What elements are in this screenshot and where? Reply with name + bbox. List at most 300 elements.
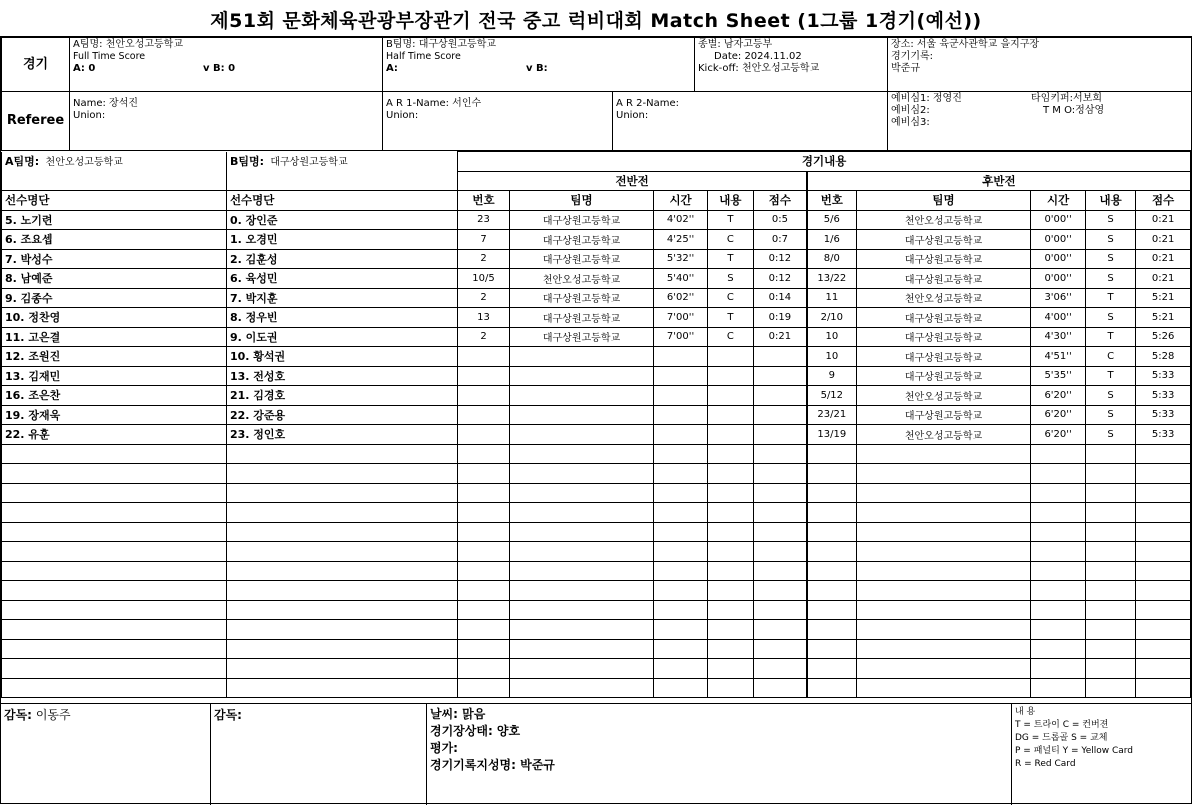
b-player: [226, 659, 457, 679]
second-half-cell: [1085, 620, 1135, 640]
second-half-cell: [1031, 678, 1086, 698]
game-label: 경기: [2, 38, 70, 92]
second-half-cell: 0:21: [1136, 230, 1191, 250]
second-half-cell: S: [1085, 269, 1135, 289]
second-half-cell: 4'51'': [1031, 347, 1086, 367]
second-half-cell: [1031, 464, 1086, 484]
table-row: [2, 639, 1191, 659]
second-half-cell: [807, 639, 856, 659]
second-half-cell: 2/10: [807, 308, 856, 328]
second-half-cell: [1085, 678, 1135, 698]
first-half-cell: [458, 386, 509, 406]
second-half-cell: 0:21: [1136, 249, 1191, 269]
first-half-cell: [458, 425, 509, 445]
b-player: 0. 장인준: [226, 210, 457, 230]
second-half-cell: [1085, 600, 1135, 620]
first-half-cell: [707, 464, 753, 484]
first-half-cell: [753, 444, 807, 464]
tmo: T M O:정삼영: [1043, 105, 1105, 116]
match-notes: [427, 704, 1012, 805]
table-row: [2, 425, 1191, 445]
team-a: A팀명: 천안오성고등학교: [73, 39, 183, 50]
first-half-cell: T: [707, 210, 753, 230]
table-row: [2, 230, 1191, 250]
b-player: [226, 542, 457, 562]
second-half-cell: [1085, 444, 1135, 464]
second-half-cell: [1136, 464, 1191, 484]
first-half-cell: 대구상원고등학교: [509, 288, 654, 308]
second-half-cell: 5:33: [1136, 425, 1191, 445]
record-writer: 경기기록지성명: 박준규: [430, 758, 555, 772]
second-half-cell: [1085, 522, 1135, 542]
second-half-cell: [1136, 483, 1191, 503]
second-half-cell: 대구상원고등학교: [856, 327, 1031, 347]
category-cell: [695, 38, 888, 92]
ar2-cell: [613, 92, 888, 151]
half-time-score-b: v B:: [526, 63, 548, 74]
second-half-cell: 0'00'': [1031, 210, 1086, 230]
second-half-cell: [856, 581, 1031, 601]
second-half-cell: [856, 542, 1031, 562]
blank-cell: [2, 171, 227, 191]
evaluation: 평가:: [430, 741, 458, 755]
second-half-cell: [807, 620, 856, 640]
second-half-cell: 10: [807, 347, 856, 367]
column-header: 팀명: [856, 191, 1031, 211]
second-half-cell: 5:33: [1136, 386, 1191, 406]
b-player: [226, 639, 457, 659]
first-half-cell: [509, 522, 654, 542]
second-half-cell: [856, 561, 1031, 581]
second-half-cell: 천안오성고등학교: [856, 386, 1031, 406]
second-half-cell: [856, 620, 1031, 640]
first-half-cell: [509, 542, 654, 562]
second-half-cell: [1136, 503, 1191, 523]
lineup-header-row: [2, 152, 1191, 172]
second-half-cell: S: [1085, 425, 1135, 445]
a-player: [2, 483, 227, 503]
first-half-cell: [707, 425, 753, 445]
b-player: [226, 444, 457, 464]
second-half-cell: 천안오성고등학교: [856, 288, 1031, 308]
full-time-score-a: A: 0: [73, 63, 96, 74]
second-half-cell: [1031, 659, 1086, 679]
second-half-cell: 6'20'': [1031, 425, 1086, 445]
second-half-cell: 대구상원고등학교: [856, 405, 1031, 425]
coach-a-cell: [1, 704, 211, 805]
first-half-cell: [509, 405, 654, 425]
a-player: [2, 600, 227, 620]
first-half-cell: [458, 347, 509, 367]
second-half-cell: [807, 581, 856, 601]
second-half-cell: 4'30'': [1031, 327, 1086, 347]
b-player: [226, 620, 457, 640]
legend-line-1: T = 트라이 C = 컨버젼: [1015, 720, 1109, 730]
team-a-cell: [70, 38, 383, 92]
column-header: 시간: [654, 191, 708, 211]
table-row: [2, 659, 1191, 679]
first-half-cell: [509, 639, 654, 659]
first-half-cell: [654, 678, 708, 698]
half-time-score-label: Half Time Score: [386, 51, 461, 62]
venue: 장소: 서울 육군사관학교 을지구장: [891, 39, 1040, 50]
b-player: [226, 561, 457, 581]
second-half-cell: [1136, 620, 1191, 640]
first-half-cell: [509, 620, 654, 640]
half-time-score-a: A:: [386, 63, 398, 74]
table-row: [2, 288, 1191, 308]
first-half-cell: [509, 600, 654, 620]
a-player: [2, 678, 227, 698]
second-half-cell: 3'06'': [1031, 288, 1086, 308]
a-player: [2, 581, 227, 601]
second-half-cell: [1085, 639, 1135, 659]
second-half-cell: [856, 678, 1031, 698]
first-half-cell: [707, 503, 753, 523]
first-half-cell: [509, 386, 654, 406]
second-half-cell: [807, 678, 856, 698]
table-row: [2, 522, 1191, 542]
a-player: [2, 464, 227, 484]
b-player: [226, 503, 457, 523]
first-half-cell: [753, 678, 807, 698]
column-header-row: [2, 191, 1191, 211]
referee-label: Referee: [2, 92, 70, 151]
coach-a: 이동주: [35, 708, 71, 722]
second-half-cell: 대구상원고등학교: [856, 230, 1031, 250]
second-half-cell: [1136, 639, 1191, 659]
first-half-cell: [509, 347, 654, 367]
match-sheet: [0, 36, 1192, 804]
first-half-cell: 10/5: [458, 269, 509, 289]
first-half-cell: 대구상원고등학교: [509, 308, 654, 328]
a-team-label: A팀명:: [5, 155, 40, 169]
ar1-union: Union:: [386, 110, 419, 121]
first-half-cell: S: [707, 269, 753, 289]
legend-line-2: DG = 드롭골 S = 교체: [1015, 733, 1108, 743]
second-half-cell: [1085, 561, 1135, 581]
second-half-cell: S: [1085, 249, 1135, 269]
category: 종별: 남자고등부: [698, 39, 773, 50]
first-half-cell: [707, 366, 753, 386]
column-header: 내용: [707, 191, 753, 211]
first-half-cell: 5'32'': [654, 249, 708, 269]
a-player: 5. 노기련: [2, 210, 227, 230]
second-half-cell: [807, 464, 856, 484]
first-half-cell: 7'00'': [654, 308, 708, 328]
first-half-cell: [707, 639, 753, 659]
first-half-cell: [458, 600, 509, 620]
b-player: 7. 박지훈: [226, 288, 457, 308]
second-half-cell: [807, 483, 856, 503]
first-half-cell: 대구상원고등학교: [509, 327, 654, 347]
second-half-cell: [1136, 561, 1191, 581]
b-player: 13. 전성호: [226, 366, 457, 386]
ar1-cell: [383, 92, 613, 151]
first-half-cell: 대구상원고등학교: [509, 210, 654, 230]
footer: [1, 703, 1191, 804]
table-row: [2, 678, 1191, 698]
b-team-cell: [226, 152, 457, 172]
first-half-cell: [654, 503, 708, 523]
first-half-cell: [509, 366, 654, 386]
coach-a-label: 감독:: [4, 708, 32, 722]
second-half-cell: 5:28: [1136, 347, 1191, 367]
first-half-cell: [753, 581, 807, 601]
second-half-cell: T: [1085, 288, 1135, 308]
second-half-cell: 5/6: [807, 210, 856, 230]
second-half-cell: 0:21: [1136, 269, 1191, 289]
first-half-cell: [753, 561, 807, 581]
first-half-cell: [707, 522, 753, 542]
second-half-cell: [807, 600, 856, 620]
second-half-cell: 9: [807, 366, 856, 386]
b-player: [226, 581, 457, 601]
halves-row: [2, 171, 1191, 191]
first-half-cell: [753, 347, 807, 367]
first-half-cell: C: [707, 230, 753, 250]
table-row: [2, 308, 1191, 328]
first-half-cell: [458, 542, 509, 562]
table-row: [2, 249, 1191, 269]
first-half-cell: [707, 620, 753, 640]
a-player: 13. 김재민: [2, 366, 227, 386]
b-player: 21. 김경호: [226, 386, 457, 406]
second-half-cell: 13/22: [807, 269, 856, 289]
first-half-cell: [458, 620, 509, 640]
second-half-cell: [1085, 581, 1135, 601]
coach-b-label: 감독:: [214, 708, 242, 722]
first-half-cell: [753, 620, 807, 640]
second-half-cell: 0:21: [1136, 210, 1191, 230]
first-half-cell: [458, 561, 509, 581]
b-player: [226, 600, 457, 620]
second-half-cell: [1031, 542, 1086, 562]
legend-title: 내 용: [1015, 707, 1036, 717]
referee-cell: [70, 92, 383, 151]
first-half-cell: [707, 405, 753, 425]
first-half-cell: 23: [458, 210, 509, 230]
a-player: 16. 조은찬: [2, 386, 227, 406]
blank-cell: [226, 171, 457, 191]
b-player: 6. 육성민: [226, 269, 457, 289]
first-half-cell: [509, 483, 654, 503]
full-time-score-b: v B: 0: [203, 63, 236, 74]
second-half-cell: 5:33: [1136, 405, 1191, 425]
first-half-cell: [654, 639, 708, 659]
first-half-cell: 5'40'': [654, 269, 708, 289]
column-header: 번호: [458, 191, 509, 211]
table-row: [2, 620, 1191, 640]
first-half-cell: [458, 464, 509, 484]
second-half-cell: S: [1085, 308, 1135, 328]
first-half-cell: [753, 483, 807, 503]
recorder-label: 경기기록:: [891, 51, 934, 62]
first-half-cell: 0:21: [753, 327, 807, 347]
first-half-cell: [707, 386, 753, 406]
table-row: [2, 503, 1191, 523]
first-half-cell: [707, 542, 753, 562]
second-half-cell: S: [1085, 386, 1135, 406]
ar2-name: A R 2-Name:: [616, 98, 679, 109]
second-half-cell: 천안오성고등학교: [856, 425, 1031, 445]
first-half-cell: T: [707, 249, 753, 269]
first-half-cell: T: [707, 308, 753, 328]
b-team-label: B팀명:: [229, 155, 264, 169]
a-team-cell: [2, 152, 227, 172]
second-half-cell: 5/12: [807, 386, 856, 406]
second-half-cell: [1031, 561, 1086, 581]
second-half-cell: 5:21: [1136, 288, 1191, 308]
first-half-cell: [458, 639, 509, 659]
second-half-cell: [1031, 600, 1086, 620]
first-half-cell: [509, 464, 654, 484]
first-half-cell: [654, 366, 708, 386]
first-half-cell: C: [707, 288, 753, 308]
first-half-cell: [707, 347, 753, 367]
first-half-cell: [654, 444, 708, 464]
a-player: 8. 남예준: [2, 269, 227, 289]
b-player: [226, 464, 457, 484]
second-half-cell: 0'00'': [1031, 269, 1086, 289]
first-half-cell: [458, 503, 509, 523]
second-half-cell: S: [1085, 405, 1135, 425]
first-half-cell: [707, 600, 753, 620]
first-half-cell: 2: [458, 327, 509, 347]
b-team-name: 대구상원고등학교: [270, 157, 348, 169]
second-half-cell: 5:33: [1136, 366, 1191, 386]
first-half-cell: [458, 522, 509, 542]
reserve-2: 예비심2:: [891, 105, 930, 116]
first-half-cell: 0:14: [753, 288, 807, 308]
column-header: 내용: [1085, 191, 1135, 211]
second-half-cell: 대구상원고등학교: [856, 308, 1031, 328]
table-row: [2, 542, 1191, 562]
first-half-cell: 4'25'': [654, 230, 708, 250]
second-half-cell: [1136, 600, 1191, 620]
table-row: [2, 581, 1191, 601]
a-player: [2, 503, 227, 523]
second-half-cell: [856, 464, 1031, 484]
second-half-cell: [1136, 678, 1191, 698]
b-player: 22. 강준용: [226, 405, 457, 425]
second-half-cell: C: [1085, 347, 1135, 367]
first-half-cell: [509, 581, 654, 601]
column-header: 번호: [807, 191, 856, 211]
second-half-label: 후반전: [807, 171, 1191, 191]
weather: 날씨: 맑음: [430, 707, 486, 721]
a-player: 6. 조요셉: [2, 230, 227, 250]
ground-condition: 경기장상태: 양호: [430, 724, 521, 738]
legend-line-4: R = Red Card: [1015, 759, 1076, 769]
first-half-cell: [458, 581, 509, 601]
column-header: 팀명: [509, 191, 654, 211]
coach-b-cell: [211, 704, 427, 805]
a-player: 12. 조원진: [2, 347, 227, 367]
first-half-cell: [753, 386, 807, 406]
first-half-cell: 대구상원고등학교: [509, 249, 654, 269]
first-half-cell: [509, 503, 654, 523]
second-half-cell: [807, 444, 856, 464]
first-half-cell: [753, 503, 807, 523]
first-half-cell: [654, 620, 708, 640]
first-half-cell: 0:12: [753, 269, 807, 289]
table-row: [2, 600, 1191, 620]
reserve-cell: [888, 92, 1192, 151]
table-row: [2, 386, 1191, 406]
first-half-cell: [753, 425, 807, 445]
table-row: [2, 405, 1191, 425]
second-half-cell: [1031, 503, 1086, 523]
second-half-cell: [856, 659, 1031, 679]
second-half-cell: 5:21: [1136, 308, 1191, 328]
second-half-cell: [856, 503, 1031, 523]
b-player: 2. 김훈성: [226, 249, 457, 269]
referee-name: Name: 장석진: [73, 98, 139, 109]
first-half-cell: [654, 659, 708, 679]
a-team-name: 천안오성고등학교: [45, 157, 123, 169]
second-half-cell: 대구상원고등학교: [856, 347, 1031, 367]
first-half-cell: [753, 600, 807, 620]
second-half-cell: 6'20'': [1031, 386, 1086, 406]
second-half-cell: 1/6: [807, 230, 856, 250]
first-half-cell: [458, 659, 509, 679]
second-half-cell: 대구상원고등학교: [856, 366, 1031, 386]
first-half-cell: [654, 347, 708, 367]
second-half-cell: [1085, 483, 1135, 503]
a-player: [2, 444, 227, 464]
team-b-cell: [383, 38, 695, 92]
a-player: 7. 박성수: [2, 249, 227, 269]
first-half-cell: [458, 366, 509, 386]
a-player: [2, 659, 227, 679]
first-half-cell: [753, 522, 807, 542]
second-half-cell: 대구상원고등학교: [856, 249, 1031, 269]
second-half-cell: [1085, 542, 1135, 562]
first-half-cell: [654, 600, 708, 620]
first-half-cell: [753, 405, 807, 425]
a-player: [2, 542, 227, 562]
second-half-cell: [856, 483, 1031, 503]
second-half-cell: 4'00'': [1031, 308, 1086, 328]
first-half-cell: 4'02'': [654, 210, 708, 230]
second-half-cell: T: [1085, 366, 1135, 386]
first-half-cell: 대구상원고등학교: [509, 230, 654, 250]
a-player: 9. 김종수: [2, 288, 227, 308]
first-half-cell: 0:5: [753, 210, 807, 230]
b-player: 1. 오경민: [226, 230, 457, 250]
page-title: 제51회 문화체육관광부장관기 전국 중고 럭비대회 Match Sheet (1그룹 1경기(예선)): [210, 10, 982, 32]
team-b: B팀명: 대구상원고등학교: [386, 39, 497, 50]
second-half-cell: [1136, 522, 1191, 542]
first-half-cell: [753, 659, 807, 679]
second-half-cell: S: [1085, 230, 1135, 250]
first-half-cell: [753, 464, 807, 484]
table-row: [2, 561, 1191, 581]
first-half-cell: [458, 483, 509, 503]
first-half-cell: 6'02'': [654, 288, 708, 308]
second-half-cell: [1136, 581, 1191, 601]
table-row: [2, 464, 1191, 484]
second-half-cell: [807, 522, 856, 542]
second-half-cell: [1031, 444, 1086, 464]
b-roster-label: 선수명단: [226, 191, 457, 211]
ar1-name: A R 1-Name: 서인수: [386, 98, 482, 109]
b-player: 10. 황석권: [226, 347, 457, 367]
first-half-cell: 0:7: [753, 230, 807, 250]
first-half-cell: [707, 581, 753, 601]
reserve-1: 예비심1: 정영진: [891, 93, 962, 104]
